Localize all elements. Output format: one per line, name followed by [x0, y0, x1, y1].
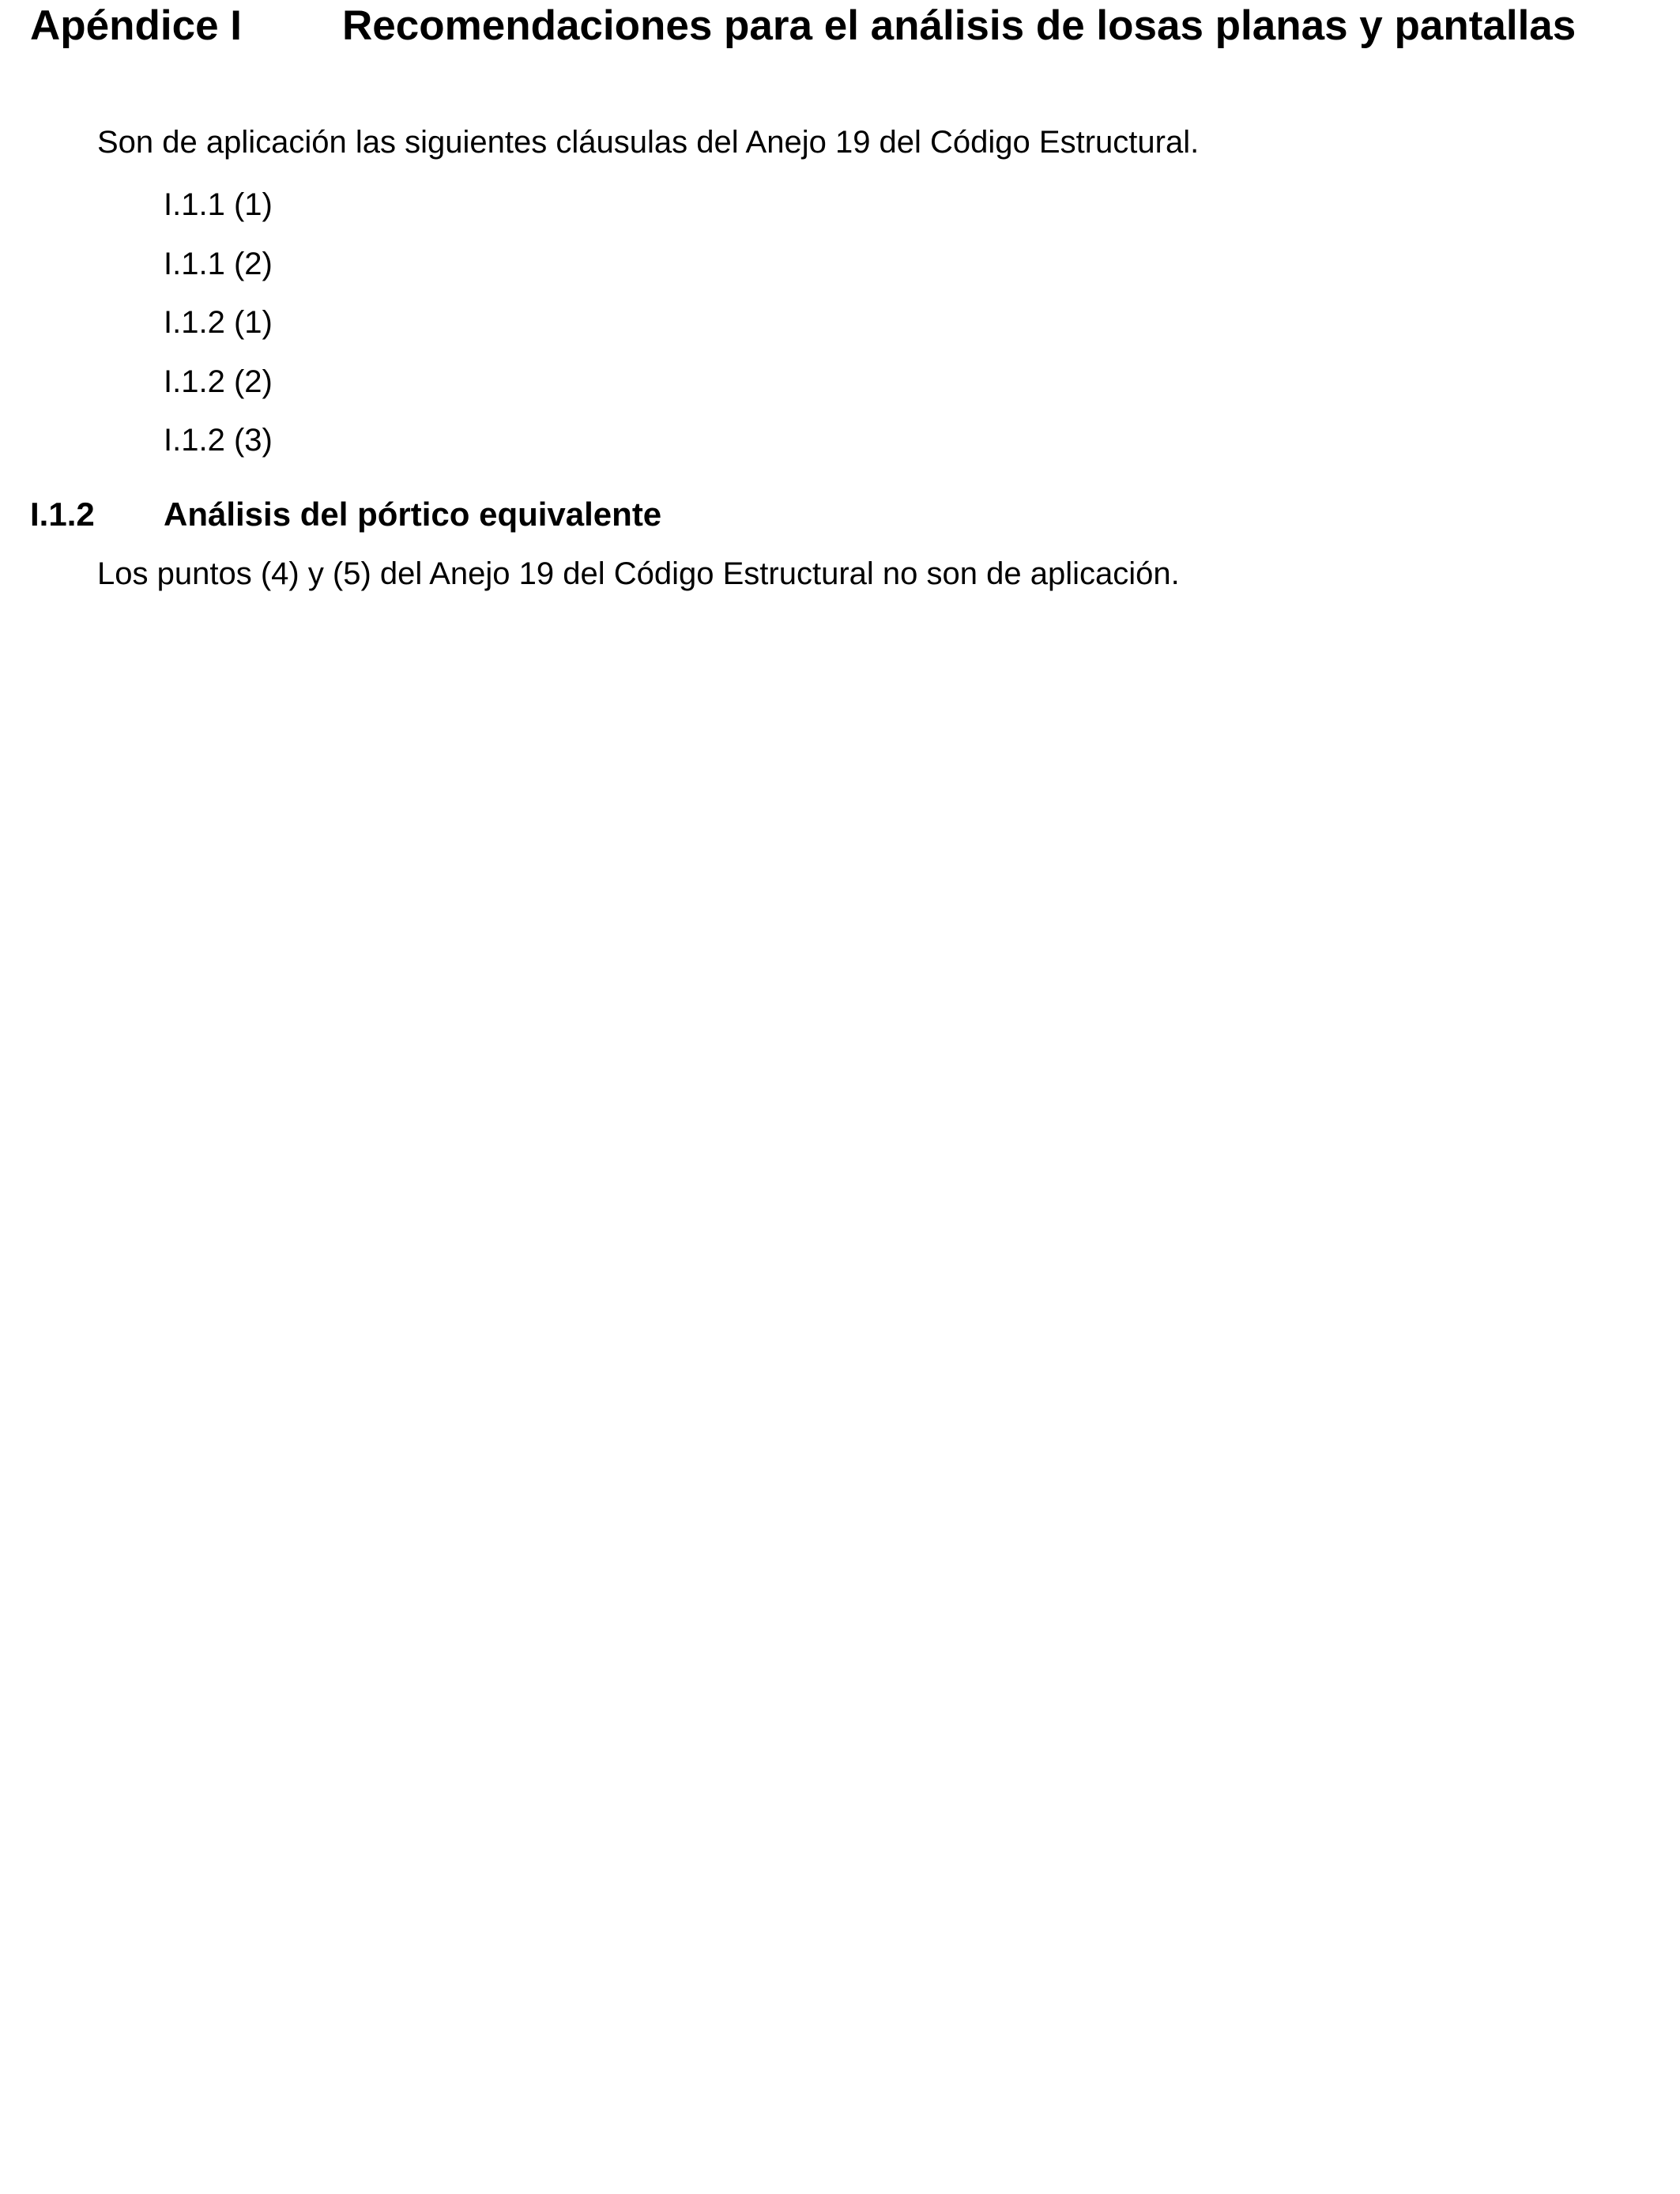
intro-paragraph: Son de aplicación las siguientes cláusulas del Anejo 19 del Código Estructural.	[97, 125, 1200, 160]
clause-item: I.1.1 (2)	[164, 246, 273, 281]
section-number: I.1.2	[30, 496, 95, 533]
clause-item: I.1.2 (1)	[164, 305, 273, 340]
clause-item: I.1.2 (3)	[164, 423, 273, 458]
section-paragraph: Los puntos (4) y (5) del Anejo 19 del Código Estructural no son de aplicación.	[97, 556, 1180, 591]
section-heading	[30, 487, 661, 542]
section-title: Análisis del pórtico equivalente	[164, 496, 662, 533]
appendix-label: Apéndice I	[30, 2, 243, 49]
clause-list	[164, 175, 273, 470]
clause-item: I.1.1 (1)	[164, 187, 273, 222]
clause-item: I.1.2 (2)	[164, 364, 273, 399]
appendix-title-text: Recomendaciones para el análisis de losas planas y pantallas	[342, 2, 1576, 49]
appendix-title	[30, 0, 1645, 52]
